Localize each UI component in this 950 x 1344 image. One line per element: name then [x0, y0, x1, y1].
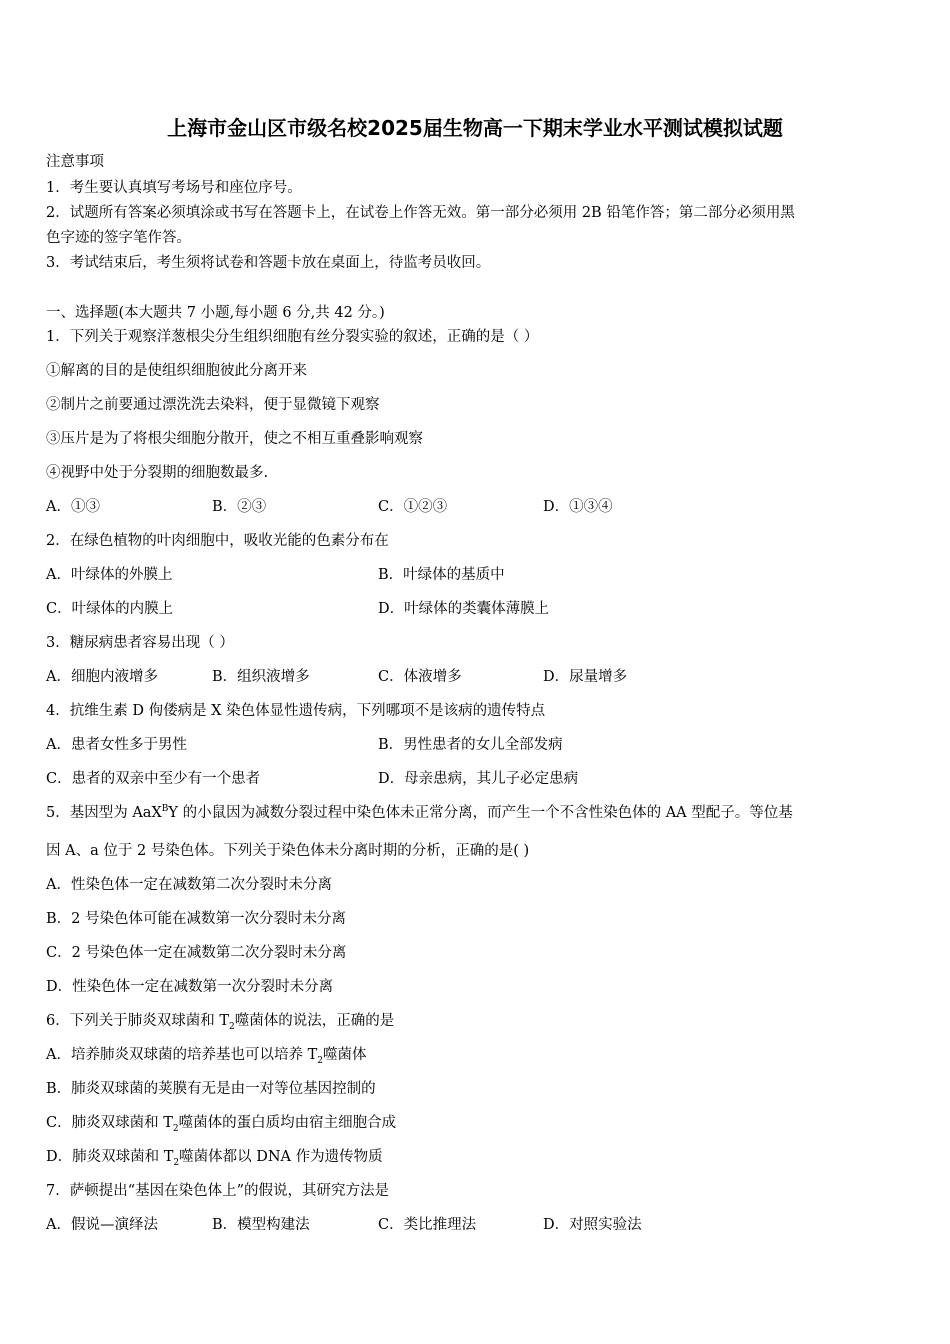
option-b[interactable]: B．叶绿体的基质中 — [378, 567, 505, 583]
question-stem-continued: 因 A、a 位于 2 号染色体。下列关于染色体未分离时期的分析，正确的是( ) — [46, 843, 530, 859]
notice-item: 3．考试结束后，考生须将试卷和答题卡放在桌面上，待监考员收回。 — [46, 255, 491, 271]
question-stem: 1．下列关于观察洋葱根尖分生组织细胞有丝分裂实验的叙述，正确的是（ ） — [46, 329, 539, 345]
section-heading: 一、选择题(本大题共 7 小题,每小题 6 分,共 42 分。) — [46, 305, 385, 321]
option-a[interactable]: A．细胞内液增多 — [46, 669, 158, 685]
option-text: 噬菌体都以 DNA 作为遗传物质 — [179, 1149, 383, 1165]
subscript: 2 — [229, 1021, 235, 1032]
question-stem: 4．抗维生素 D 佝偻病是 X 染色体显性遗传病，下列哪项不是该病的遗传特点 — [46, 703, 546, 719]
option-a[interactable]: A．性染色体一定在减数第二次分裂时未分离 — [46, 877, 332, 893]
option-c[interactable] — [46, 1113, 396, 1133]
question-stem — [46, 803, 793, 823]
statement: ①解离的目的是使组织细胞彼此分离开来 — [46, 363, 307, 379]
question-stem: 2．在绿色植物的叶肉细胞中，吸收光能的色素分布在 — [46, 533, 389, 549]
exam-title: 上海市金山区市级名校2025届生物高一下期末学业水平测试模拟试题 — [167, 116, 783, 140]
option-text: A．培养肺炎双球菌的培养基也可以培养 T — [46, 1047, 318, 1063]
option-a[interactable]: A．患者女性多于男性 — [46, 737, 187, 753]
option-c[interactable]: C．类比推理法 — [378, 1217, 477, 1233]
subscript: 2 — [173, 1157, 180, 1168]
option-c[interactable]: C．①②③ — [378, 499, 448, 515]
option-a[interactable]: A．叶绿体的外膜上 — [46, 567, 173, 583]
question-stem — [46, 1011, 394, 1031]
statement: ②制片之前要通过漂洗洗去染料，便于显微镜下观察 — [46, 397, 380, 413]
option-a[interactable]: A．①③ — [46, 499, 100, 515]
option-text: D．肺炎双球菌和 T — [46, 1149, 174, 1165]
notice-item: 1．考生要认真填写考场号和座位序号。 — [46, 180, 302, 196]
option-a[interactable]: A．假说—演绎法 — [46, 1217, 158, 1233]
stem-part: Y 的小鼠因为减数分裂过程中染色体未正常分离，而产生一个不含性染色体的 AA 型配子。等位基 — [168, 805, 793, 821]
option-d[interactable]: D．对照实验法 — [543, 1217, 642, 1233]
option-b[interactable]: B．模型构建法 — [212, 1217, 310, 1233]
option-text: 噬菌体 — [323, 1047, 367, 1063]
notice-item: 2．试题所有答案必须填涂或书写在答题卡上，在试卷上作答无效。第一部分必须用 2B 铅笔作答；第二部分必须用黑 — [46, 205, 795, 221]
option-c[interactable]: C．叶绿体的内膜上 — [46, 601, 174, 617]
notice-item: 色字迹的签字笔作答。 — [46, 230, 191, 246]
option-a[interactable] — [46, 1045, 367, 1065]
option-b[interactable]: B．肺炎双球菌的荚膜有无是由一对等位基因控制的 — [46, 1081, 376, 1097]
option-d[interactable]: D．①③④ — [543, 499, 613, 515]
question-stem: 3．糖尿病患者容易出现（ ） — [46, 635, 234, 651]
question-stem: 7．萨顿提出“基因在染色体上”的假说，其研究方法是 — [46, 1183, 390, 1199]
stem-part: 噬菌体的说法，正确的是 — [234, 1013, 395, 1029]
statement: ④视野中处于分裂期的细胞数最多. — [46, 465, 269, 481]
stem-part: 6．下列关于肺炎双球菌和 T — [46, 1013, 230, 1029]
option-d[interactable] — [46, 1147, 383, 1167]
stem-part: 5．基因型为 AaX — [46, 805, 162, 821]
option-b[interactable]: B．②③ — [212, 499, 267, 515]
subscript: 2 — [172, 1123, 179, 1134]
option-b[interactable]: B．男性患者的女儿全部发病 — [378, 737, 563, 753]
subscript: 2 — [317, 1055, 323, 1066]
option-d[interactable]: D．性染色体一定在减数第一次分裂时未分离 — [46, 979, 334, 995]
option-d[interactable]: D．母亲患病，其儿子必定患病 — [378, 771, 579, 787]
option-d[interactable]: D．叶绿体的类囊体薄膜上 — [378, 601, 550, 617]
option-c[interactable]: C．患者的双亲中至少有一个患者 — [46, 771, 261, 787]
option-c[interactable]: C．2 号染色体一定在减数第二次分裂时未分离 — [46, 945, 347, 961]
option-b[interactable]: B．组织液增多 — [212, 669, 310, 685]
option-d[interactable]: D．尿量增多 — [543, 669, 628, 685]
option-text: C．肺炎双球菌和 T — [46, 1115, 173, 1131]
superscript: B — [161, 804, 169, 815]
option-text: 噬菌体的蛋白质均由宿主细胞合成 — [178, 1115, 397, 1131]
option-c[interactable]: C．体液增多 — [378, 669, 462, 685]
notice-heading: 注意事项 — [46, 154, 104, 170]
statement: ③压片是为了将根尖细胞分散开，使之不相互重叠影响观察 — [46, 431, 423, 447]
option-b[interactable]: B．2 号染色体可能在减数第一次分裂时未分离 — [46, 911, 346, 927]
